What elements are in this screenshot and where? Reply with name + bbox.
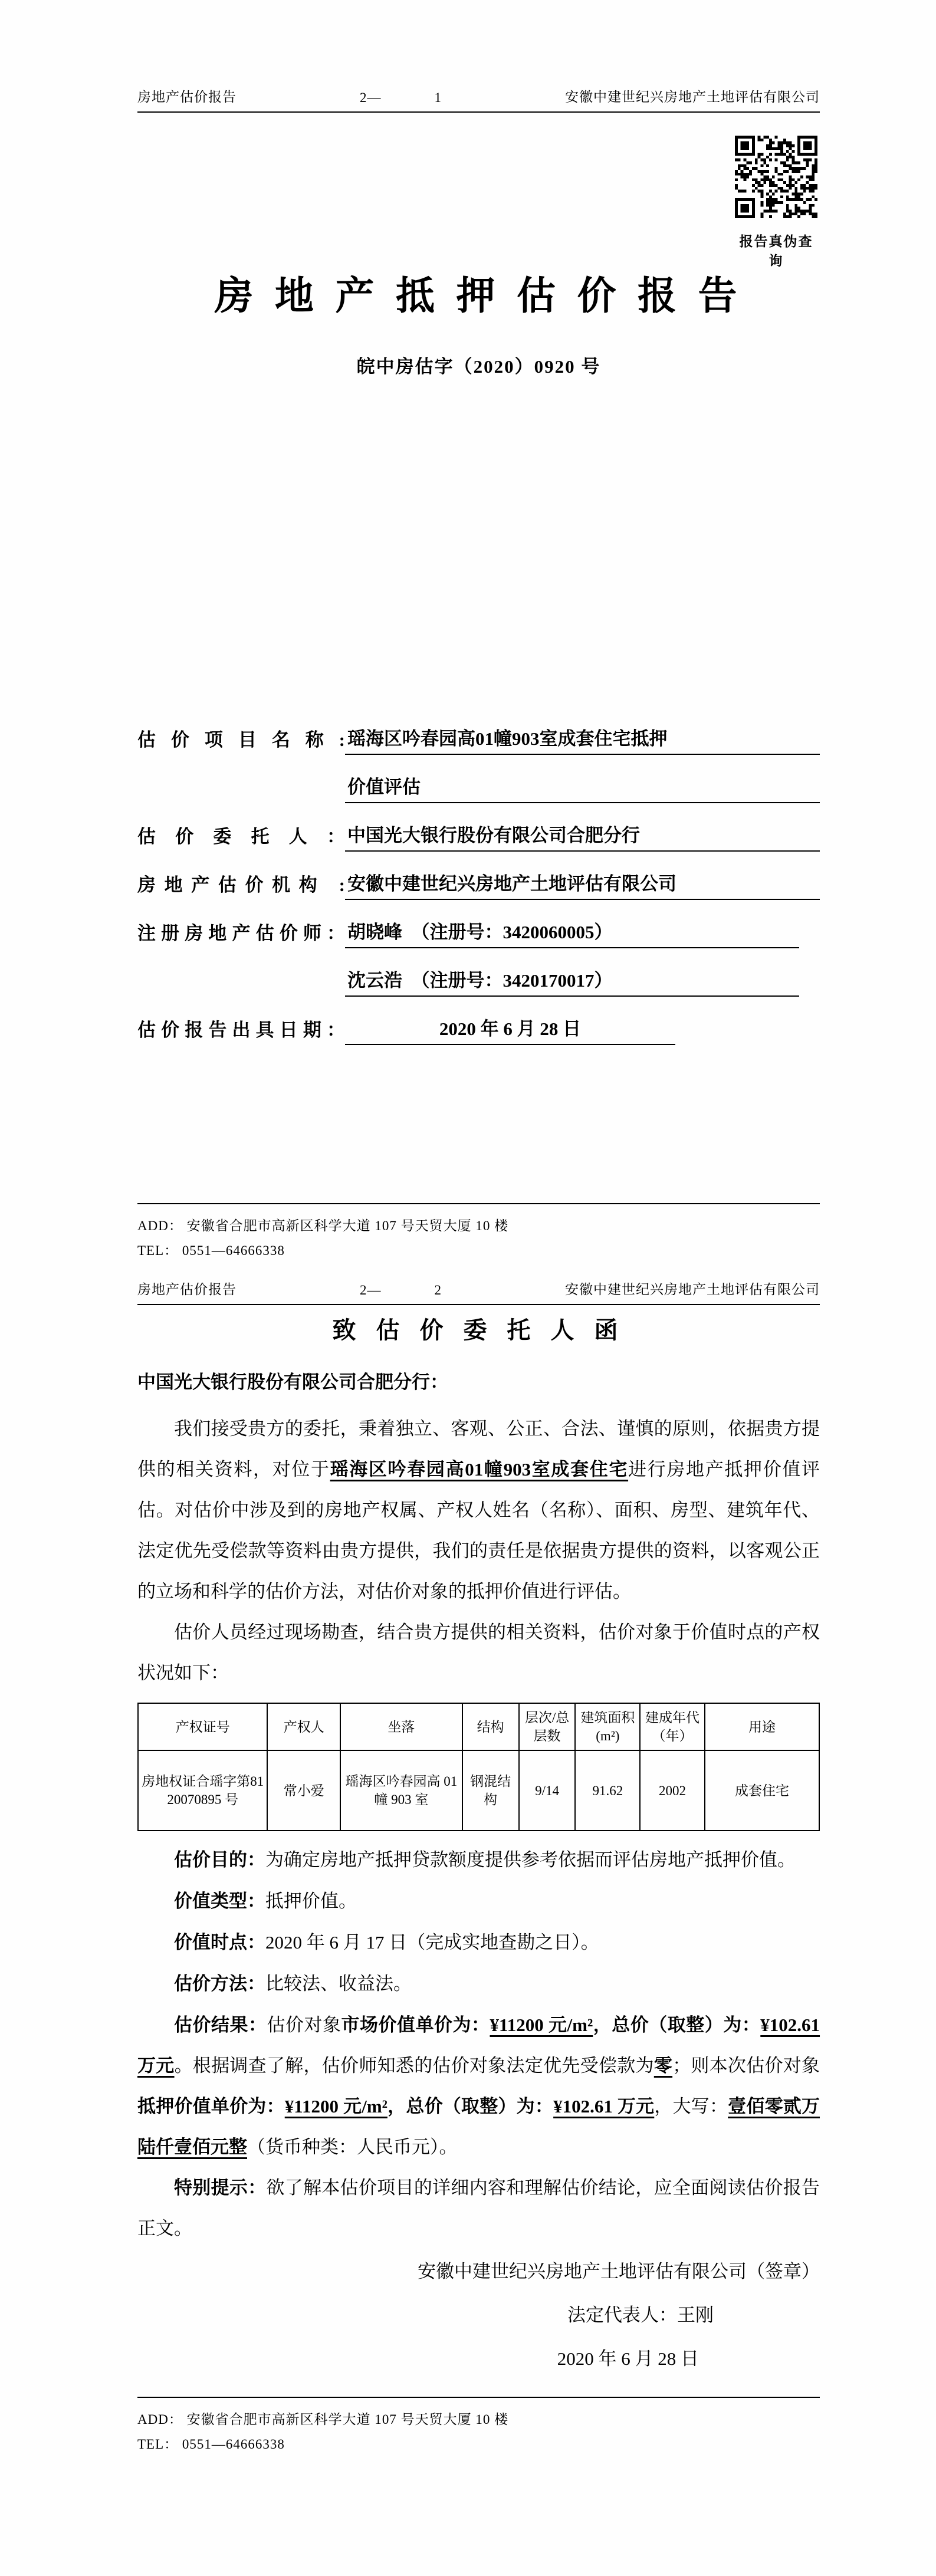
letter-paragraph-1: 我们接受贵方的委托，秉着独立、客观、公正、合法、谨慎的原则，依据贵方提供的相关资料，对位于瑶海区吟春园高01幢903室成套住宅进行房地产抵押价值评估。对估价中涉及到的房地产权属、产权人姓名（名称）、面积、房型、建筑年代、法定优先受偿款等资料由贵方提供，我们的责任是依据贵方提供的资料，以客观公正的立场和科学的估价方法，对估价对象的抵押价值进行评估。 xyxy=(137,1418,820,1602)
page1-footer xyxy=(137,1203,820,1263)
td-year-built: 2002 xyxy=(640,1750,705,1831)
footer-address: ADD： 安徽省合肥市高新区科学大道 107 号天贸大厦 10 楼 xyxy=(137,1218,509,1233)
signature-company: 安徽中建世纪兴房地产土地评估有限公司（签章） xyxy=(418,2261,820,2282)
mortgage-total-price-value: ¥102.61 万元 xyxy=(553,2096,655,2117)
amount-in-words: 壹佰零贰万陆仟壹佰元整 xyxy=(137,2096,820,2157)
td-use: 成套住宅 xyxy=(705,1750,819,1831)
letter-paragraph-2: 估价人员经过现场勘查，结合贵方提供的相关资料，估价对象于价值时点的产权状况如下： xyxy=(137,1622,820,1683)
th-area: 建筑面积(m²) xyxy=(575,1703,640,1750)
unit-price-value: ¥11200 元/m² xyxy=(490,2015,593,2035)
footer-phone: TEL： 0551—64666338 xyxy=(137,1243,285,1258)
page1-header xyxy=(137,86,820,113)
item-method: 估价方法：比较法、收益法。 xyxy=(174,1973,412,1994)
mortgage-unit-price-value: ¥11200 元/m² xyxy=(284,2096,387,2117)
td-floor: 9/14 xyxy=(519,1750,576,1831)
page2-footer xyxy=(137,2397,820,2457)
item-value-type: 价值类型：抵押价值。 xyxy=(174,1891,357,1911)
letter-body xyxy=(137,1306,820,2381)
header-company-name: 安徽中建世纪兴房地产土地评估有限公司 xyxy=(565,90,820,104)
field-empty-label xyxy=(137,800,345,803)
signature-legal-rep: 法定代表人：王刚 xyxy=(567,2305,714,2325)
item-special-notice: 特别提示：欲了解本估价项目的详细内容和理解估价结论，应全面阅读估价报告正文。 xyxy=(137,2177,820,2239)
letter-title: 致 估 价 委 托 人 函 xyxy=(332,1317,625,1343)
page2-header xyxy=(137,1279,820,1305)
field-client-label: 估 价 委 托 人 ： xyxy=(137,826,345,847)
field-project-name xyxy=(137,707,820,755)
td-structure: 钢混结构 xyxy=(462,1750,519,1831)
td-location: 瑶海区吟春园高 01幢 903 室 xyxy=(340,1750,462,1831)
item-purpose: 估价目的：为确定房地产抵押贷款额度提供参考依据而评估房地产抵押价值。 xyxy=(174,1849,796,1870)
header-report-type: 房地产估价报告 xyxy=(137,90,237,104)
report-title: 房 地 产 抵 押 估 价 报 告 xyxy=(214,275,743,318)
th-floor: 层次/总层数 xyxy=(519,1703,576,1750)
field-appraiser2-value: 沈云浩 （注册号：3420170017） xyxy=(345,965,799,997)
th-structure: 结构 xyxy=(462,1703,519,1750)
signature-date: 2020 年 6 月 28 日 xyxy=(557,2348,699,2369)
ownership-table xyxy=(137,1703,820,1831)
field-report-date xyxy=(137,997,820,1045)
field-agency xyxy=(137,852,820,900)
total-price-value: ¥102.61万元 xyxy=(137,2015,820,2076)
field-agency-value: 安徽中建世纪兴房地产土地评估有限公司 xyxy=(345,869,820,900)
header-company-name: 安徽中建世纪兴房地产土地评估有限公司 xyxy=(565,1282,820,1297)
table-header-row xyxy=(138,1703,819,1750)
cover-fields xyxy=(137,707,820,1045)
header-report-type: 房地产估价报告 xyxy=(137,1282,237,1297)
footer-address: ADD： 安徽省合肥市高新区科学大道 107 号天贸大厦 10 楼 xyxy=(137,2412,509,2427)
header-page-number: 2— 1 xyxy=(360,90,442,105)
field-appraiser-label: 注册房地产估价师： xyxy=(137,923,345,944)
letter-salutation: 中国光大银行股份有限公司合肥分行： xyxy=(137,1372,448,1392)
th-cert-no: 产权证号 xyxy=(138,1703,267,1750)
qr-code-icon xyxy=(735,211,817,221)
field-appraiser-1 xyxy=(137,900,820,948)
field-agency-label: 房地产估价机构 : xyxy=(137,875,345,895)
th-use: 用途 xyxy=(705,1703,819,1750)
field-appraiser1-value: 胡晓峰 （注册号：3420060005） xyxy=(345,917,799,948)
field-project-label: 估 价 项 目 名 称 : xyxy=(137,730,345,750)
report-number: 皖中房估字（2020）0920 号 xyxy=(356,356,601,377)
footer-phone: TEL： 0551—64666338 xyxy=(137,2437,285,2452)
item-value-date: 价值时点：2020 年 6 月 17 日（完成实地查勘之日）。 xyxy=(174,1932,599,1953)
field-project-value-line1: 瑶海区吟春园高01幢903室成套住宅抵押 xyxy=(345,724,820,755)
field-appraiser-2 xyxy=(137,948,820,997)
signature-block xyxy=(137,2250,820,2381)
td-area: 91.62 xyxy=(575,1750,640,1831)
item-result: 估价结果：估价对象市场价值单价为：¥11200 元/m²，总价（取整）为：¥102.61万元。根据调查了解，估价师知悉的估价对象法定优先受偿款为零；则本次估价对象抵押价值单价为：¥11200 元/m²，总价（取整）为：¥102.61 万元，大写：壹佰零贰万陆仟壹佰元整（货币种类：人民币元）。 xyxy=(137,2015,820,2157)
field-client xyxy=(137,803,820,852)
td-cert-no: 房地权证合瑶字第8120070895 号 xyxy=(138,1750,267,1831)
field-project-name-line2 xyxy=(137,755,820,803)
header-page-number: 2— 2 xyxy=(360,1283,442,1297)
qr-caption: 报告真伪查询 xyxy=(739,234,813,268)
th-location: 坐落 xyxy=(340,1703,462,1750)
field-empty-label xyxy=(137,993,345,997)
td-owner: 常小爱 xyxy=(267,1750,340,1831)
qr-block xyxy=(735,136,817,270)
field-date-value: 2020 年 6 月 28 日 xyxy=(345,1014,675,1045)
th-year-built: 建成年代（年） xyxy=(640,1703,705,1750)
priority-payment-zero: 零 xyxy=(653,2055,673,2076)
field-client-value: 中国光大银行股份有限公司合肥分行 xyxy=(345,820,820,852)
field-date-label: 估价报告出具日期： xyxy=(137,1020,345,1040)
table-row xyxy=(138,1750,819,1831)
field-project-value-line2: 价值评估 xyxy=(345,772,820,803)
property-name-emphasis: 瑶海区吟春园高01幢903室成套住宅 xyxy=(330,1459,629,1480)
th-owner: 产权人 xyxy=(267,1703,340,1750)
